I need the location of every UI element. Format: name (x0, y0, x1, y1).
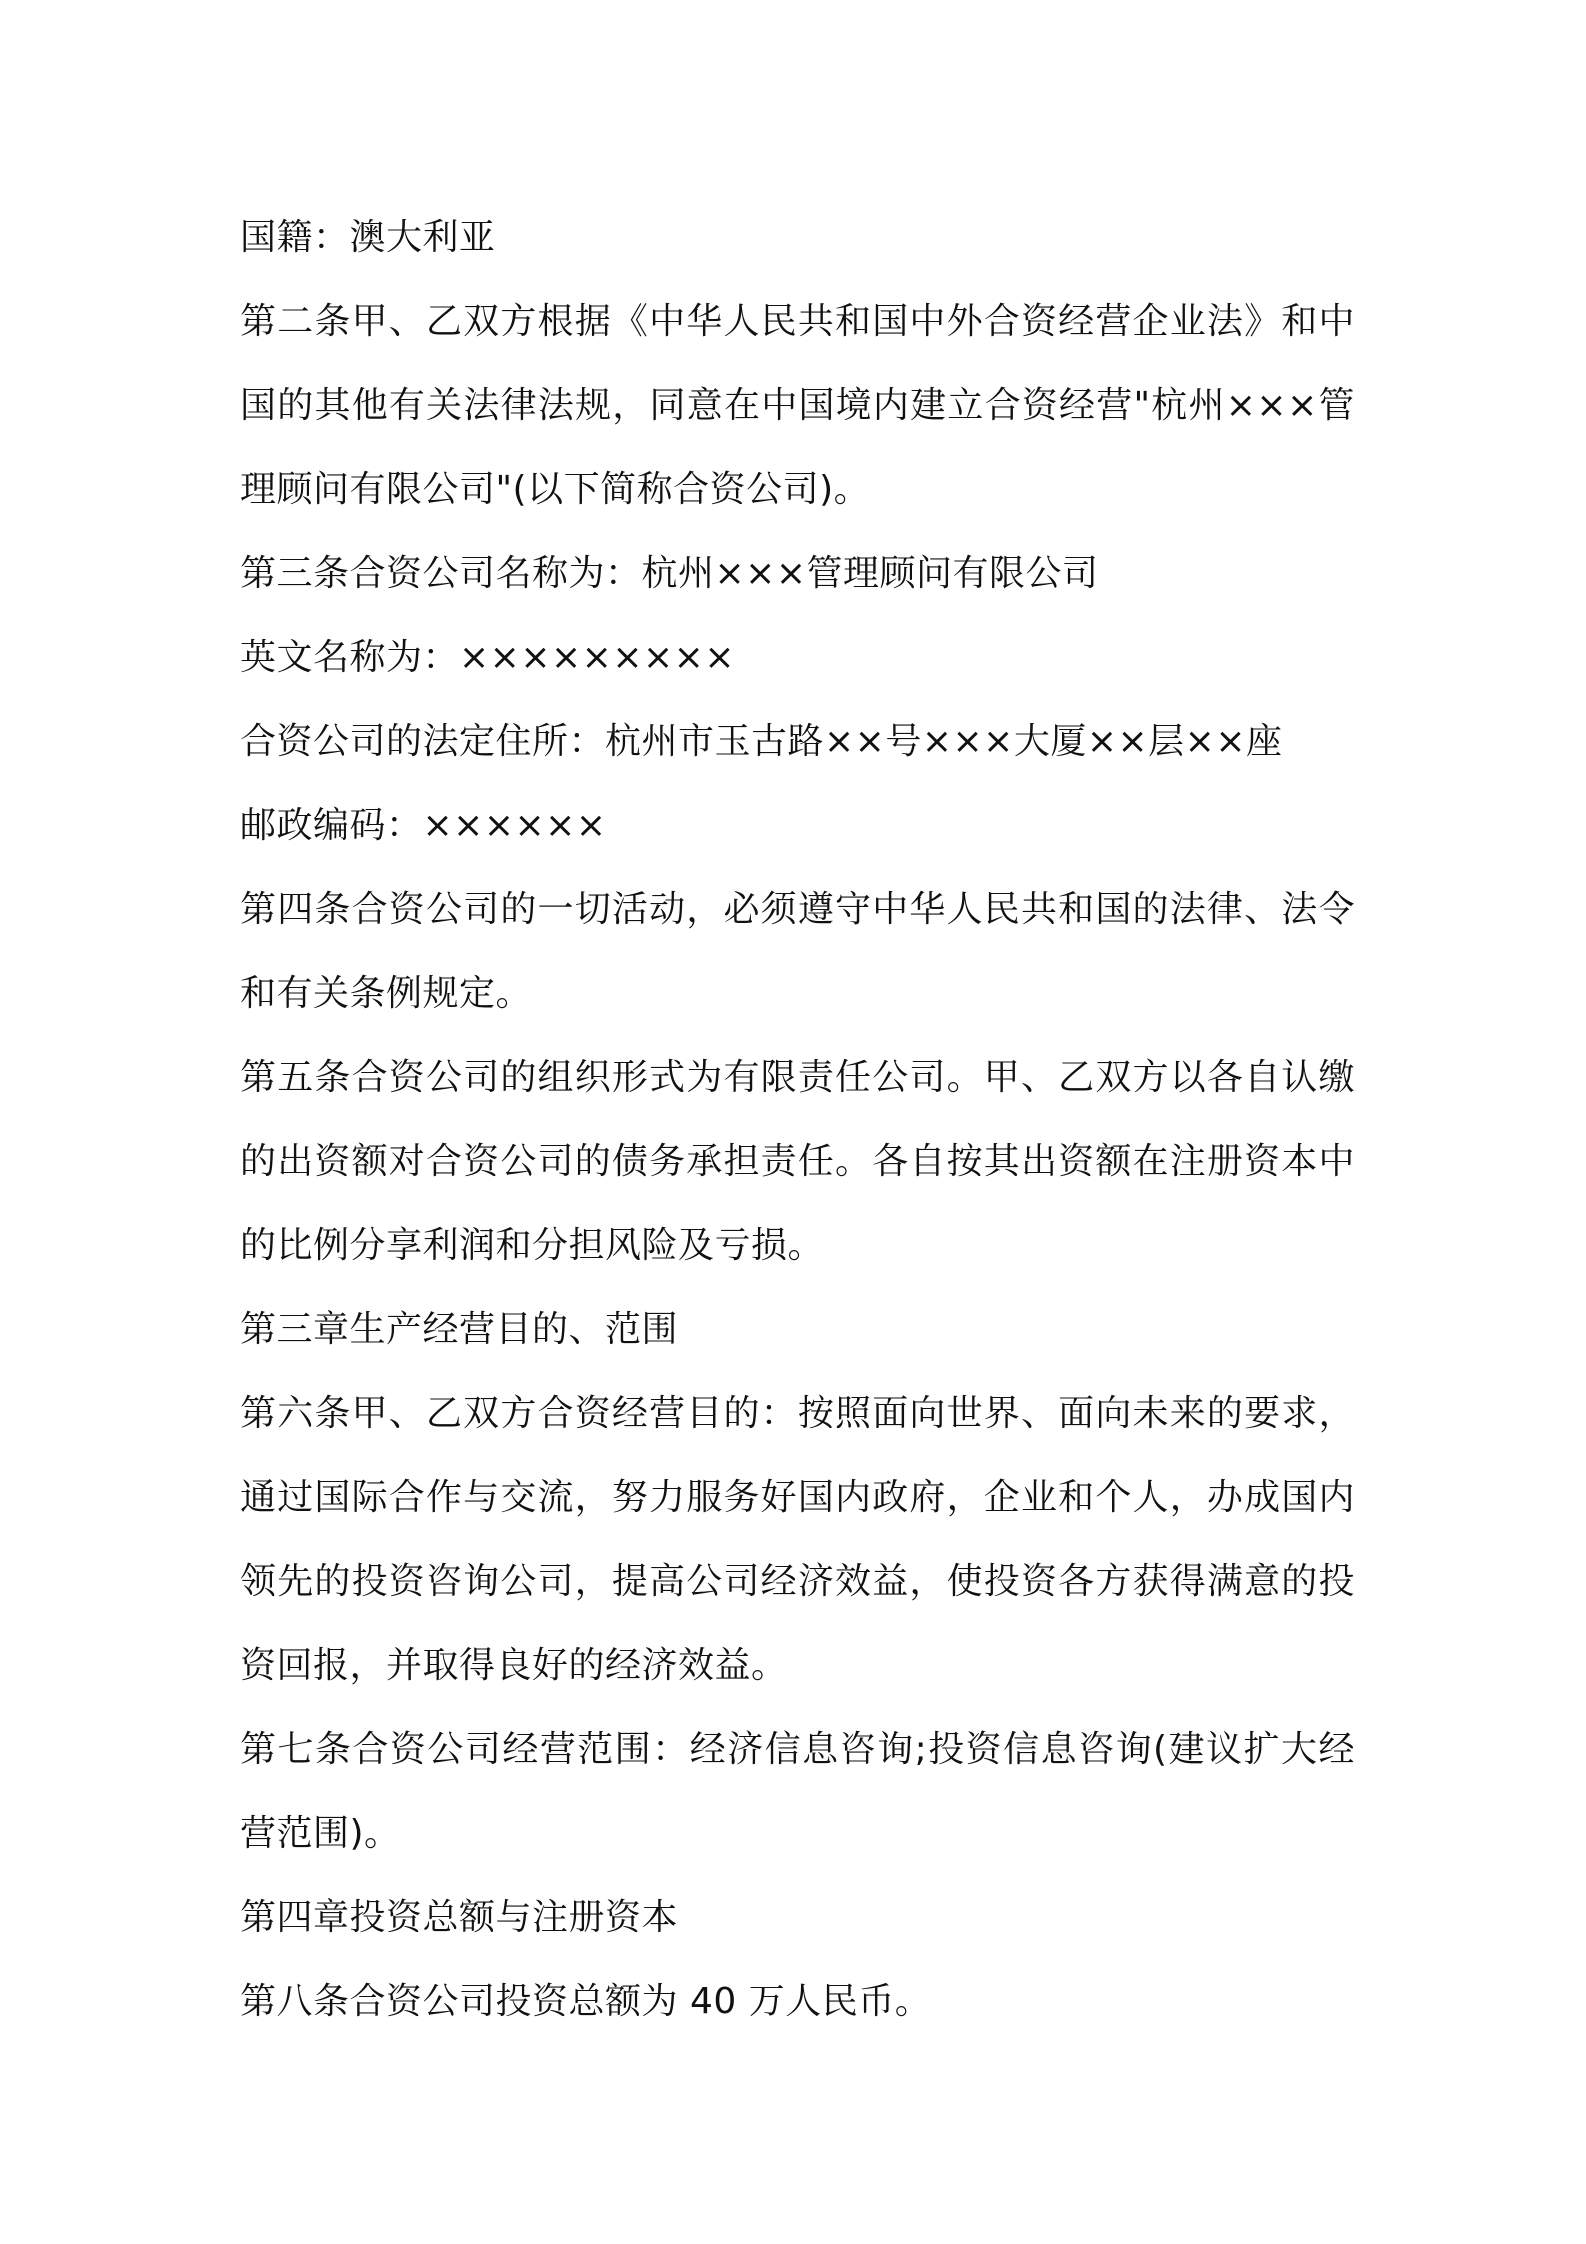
article-5-paragraph: 第五条合资公司的组织形式为有限责任公司。甲、乙双方以各自认缴的出资额对合资公司的债务承担责任。各自按其出资额在注册资本中的比例分享利润和分担风险及亏损。 (240, 1057, 1355, 1266)
article-7-paragraph: 第七条合资公司经营范围：经济信息咨询;投资信息咨询(建议扩大经营范围)。 (240, 1729, 1355, 1854)
postal-code-line: 邮政编码：×××××× (240, 805, 607, 846)
legal-address-line: 合资公司的法定住所：杭州市玉古路××号×××大厦××层××座 (240, 721, 1283, 762)
document-body (240, 196, 1355, 2044)
article-3-company-name: 第三条合资公司名称为：杭州×××管理顾问有限公司 (240, 553, 1099, 594)
chapter-4-heading: 第四章投资总额与注册资本 (240, 1897, 679, 1938)
article-4-paragraph: 第四条合资公司的一切活动，必须遵守中华人民共和国的法律、法令和有关条例规定。 (240, 889, 1355, 1014)
nationality-line: 国籍：澳大利亚 (240, 217, 496, 258)
chapter-3-heading: 第三章生产经营目的、范围 (240, 1309, 679, 1350)
article-6-paragraph: 第六条甲、乙双方合资经营目的：按照面向世界、面向未来的要求，通过国际合作与交流，努力服务好国内政府，企业和个人，办成国内领先的投资咨询公司，提高公司经济效益，使投资各方获得满意的投资回报，并取得良好的经济效益。 (240, 1393, 1355, 1686)
english-name-line: 英文名称为：××××××××× (240, 637, 735, 678)
article-2-paragraph: 第二条甲、乙双方根据《中华人民共和国中外合资经营企业法》和中国的其他有关法律法规，同意在中国境内建立合资经营"杭州×××管理顾问有限公司"(以下简称合资公司)。 (240, 301, 1355, 510)
article-8-paragraph: 第八条合资公司投资总额为 40 万人民币。 (240, 1981, 932, 2022)
